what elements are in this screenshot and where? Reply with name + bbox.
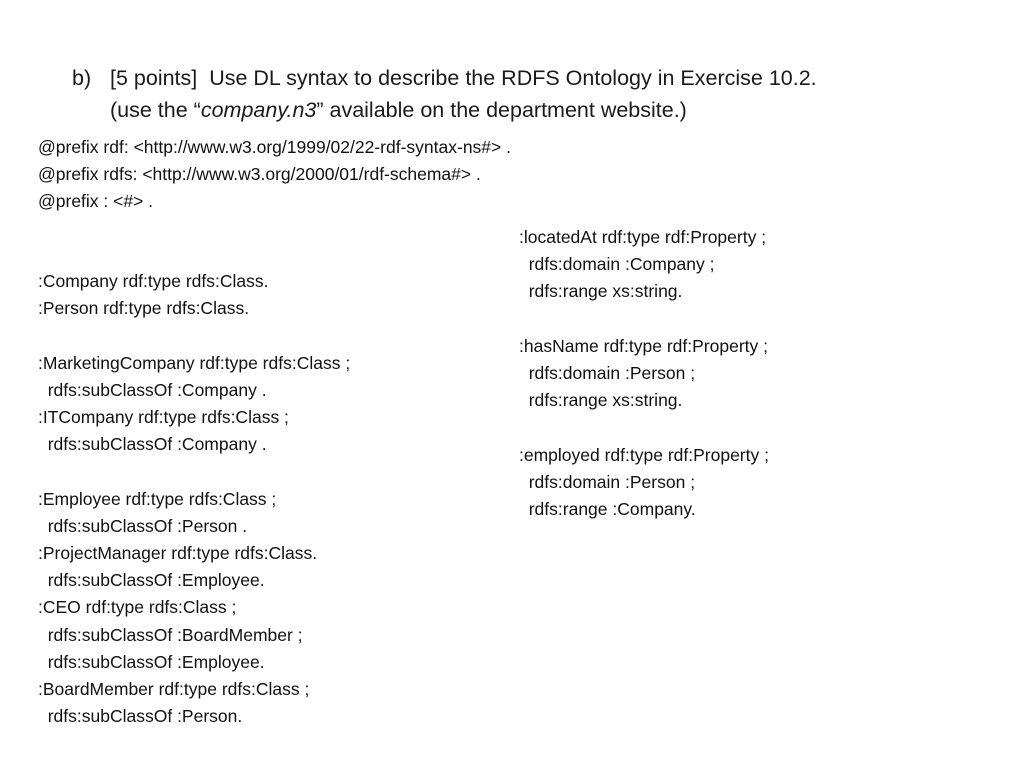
question-text: Use DL syntax to describe the RDFS Ontology in Exercise 10.2. xyxy=(209,66,817,90)
class-line: :Employee rdf:type rdfs:Class ; xyxy=(38,488,277,509)
class-line: :BoardMember rdf:type rdfs:Class ; xyxy=(38,679,310,700)
property-line: rdfs:range xs:string. xyxy=(519,281,683,302)
class-line: rdfs:subClassOf :Employee. xyxy=(38,651,265,672)
class-line: :MarketingCompany rdf:type rdfs:Class ; xyxy=(38,352,351,373)
class-line: rdfs:subClassOf :Company . xyxy=(38,434,267,455)
class-line xyxy=(38,458,350,485)
property-line xyxy=(519,306,769,333)
question-note xyxy=(72,94,992,126)
class-line: rdfs:subClassOf :Person. xyxy=(38,706,243,727)
class-line: :CEO rdf:type rdfs:Class ; xyxy=(38,597,237,618)
prefix-line: @prefix : <#> . xyxy=(38,191,154,212)
class-definitions xyxy=(38,268,350,730)
class-line: :ITCompany rdf:type rdfs:Class ; xyxy=(38,407,289,427)
property-line: rdfs:domain :Person ; xyxy=(519,471,696,492)
property-definitions xyxy=(519,224,769,523)
prefix-block xyxy=(38,134,511,216)
property-line: :locatedAt rdf:type rdf:Property ; xyxy=(519,227,767,247)
question-heading xyxy=(72,62,992,126)
class-line: rdfs:subClassOf :Employee. xyxy=(38,570,265,591)
question-points: [5 points] xyxy=(110,66,198,90)
property-line xyxy=(519,414,769,441)
class-line: rdfs:subClassOf :Person . xyxy=(38,515,248,536)
class-line xyxy=(38,322,350,349)
question-note-after: ” available on the department website.) xyxy=(316,98,687,122)
property-line: rdfs:domain :Person ; xyxy=(519,363,696,383)
question-label: b) xyxy=(72,66,92,90)
class-line: :Person rdf:type rdfs:Class. xyxy=(38,298,250,319)
property-line: rdfs:range xs:string. xyxy=(519,390,683,411)
property-line: rdfs:range :Company. xyxy=(519,499,696,519)
class-line: rdfs:subClassOf :Company . xyxy=(38,379,267,400)
property-line: rdfs:domain :Company ; xyxy=(519,254,715,275)
property-line: :hasName rdf:type rdf:Property ; xyxy=(519,335,768,356)
class-line: :ProjectManager rdf:type rdfs:Class. xyxy=(38,543,318,563)
class-line: rdfs:subClassOf :BoardMember ; xyxy=(38,624,303,645)
property-line: :employed rdf:type rdf:Property ; xyxy=(519,444,769,465)
prefix-line: @prefix rdfs: <http://www.w3.org/2000/01/rdf-schema#> . xyxy=(38,164,481,185)
question-line xyxy=(72,62,992,94)
question-note-before: (use the “ xyxy=(110,98,201,122)
class-line: :Company rdf:type rdfs:Class. xyxy=(38,271,269,291)
prefix-line: @prefix rdf: <http://www.w3.org/1999/02/22-rdf-syntax-ns#> . xyxy=(38,137,511,157)
question-note-file: company.n3 xyxy=(200,98,317,122)
